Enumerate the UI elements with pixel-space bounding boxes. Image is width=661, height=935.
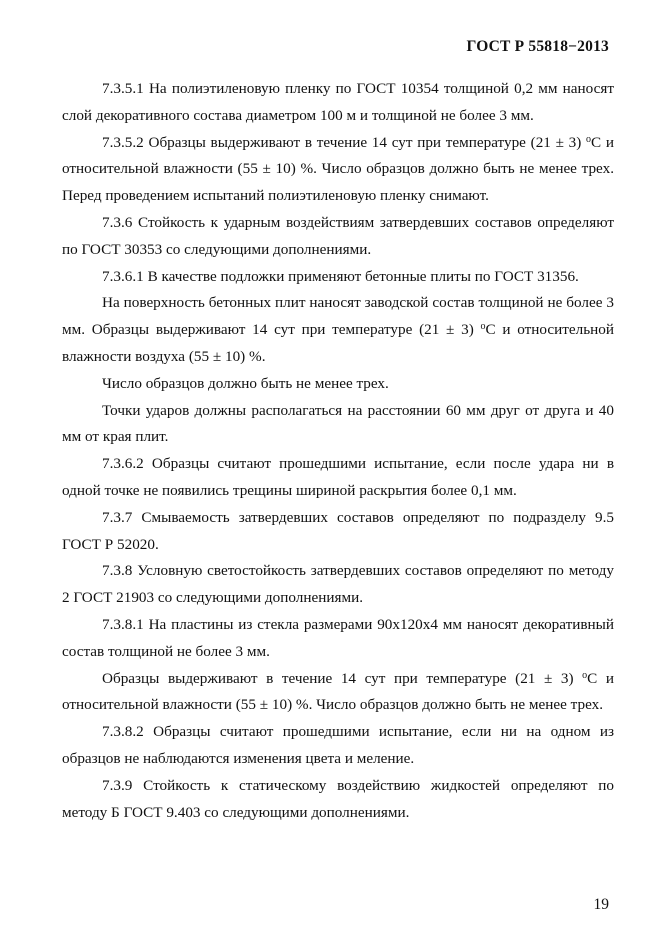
paragraph-7-3-8: 7.3.8 Условную светостойкость затвердевших составов определяют по методу 2 ГОСТ 21903 со следующими дополнениями. [62, 562, 614, 607]
paragraph-7-3-5-2: 7.3.5.2 Образцы выдерживают в течение 14 сут при температуре (21 ± 3) $^o$С и относительной влажности (55 ± 10) %. Число образцов должно быть не менее трех. Перед проведением испытаний полиэтиленовую пленку снимают. [62, 133, 614, 205]
paragraph-7-3-9: 7.3.9 Стойкость к статическому воздействию жидкостей определяют по методу Б ГОСТ 9.403 со следующими дополнениями. [62, 776, 614, 821]
paragraph-7-3-6-2: 7.3.6.2 Образцы считают прошедшими испытание, если после удара ни в одной точке не появились трещины шириной раскрытия более 0,1 мм. [62, 455, 614, 499]
paragraph-7-3-8-1: 7.3.8.1 На пластины из стекла размерами 90х120х4 мм наносят декоративный состав толщиной не более 3 мм. [62, 615, 614, 660]
paragraph-7-3-7: 7.3.7 Смываемость затвердевших составов определяют по подразделу 9.5 ГОСТ Р 52020. [62, 508, 614, 553]
page-body [62, 76, 614, 826]
paragraph-7-3-6-1: 7.3.6.1 В качестве подложки применяют бетонные плиты по ГОСТ 31356. [102, 267, 579, 285]
paragraph-application: На поверхность бетонных плит наносят заводской состав толщиной не более 3 мм. Образцы выдерживают 14 сут при температуре (21 ± 3) $^o$С и относительной влажности воздуха (55 ± 10) %. [62, 294, 614, 365]
paragraph-impact-points: Точки ударов должны располагаться на расстоянии 60 мм друг от друга и 40 мм от края плит. [62, 401, 614, 446]
page-number: 19 [593, 896, 609, 913]
paragraph-sample-count: Число образцов должно быть не менее трех. [102, 374, 389, 392]
paragraph-conditioning: Образцы выдерживают в течение 14 сут при температуре (21 ± 3) $^o$С и относительной влажности (55 ± 10) %. Число образцов должно быть не менее трех. [62, 669, 614, 714]
paragraph-7-3-8-2: 7.3.8.2 Образцы считают прошедшими испытание, если ни на одном из образцов не наблюдаются изменения цвета и меление. [62, 723, 614, 767]
paragraph-7-3-5-1: 7.3.5.1 На полиэтиленовую пленку по ГОСТ 10354 толщиной 0,2 мм наносят слой декоративного состава диаметром 100 м и толщиной не более 3 мм. [62, 80, 614, 124]
paragraph-7-3-6: 7.3.6 Стойкость к ударным воздействиям затвердевших составов определяют по ГОСТ 30353 со следующими дополнениями. [62, 213, 614, 258]
document-header: ГОСТ Р 55818−2013 [466, 38, 609, 55]
